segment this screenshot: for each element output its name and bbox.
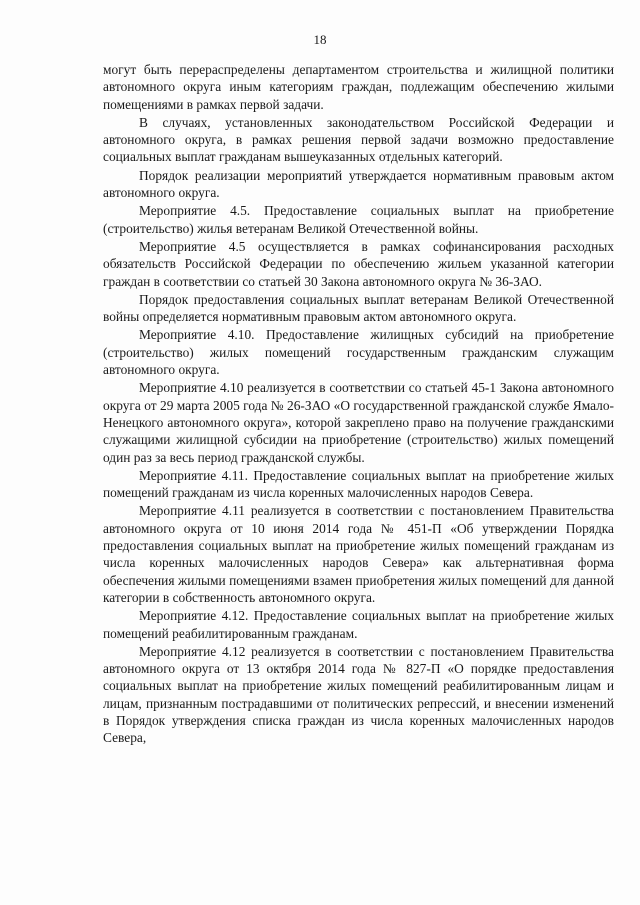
page-number: 18 — [313, 32, 327, 47]
paragraph: Мероприятие 4.5 осуществляется в рамках софинансирования расходных обязательств Российской Федерации по обеспечению жильем указанной категории граждан в соответствии со статьей 30 Закона автономного округа № 36-ЗАО. — [103, 238, 614, 289]
paragraph: В случаях, установленных законодательством Российской Федерации и автономного округа, в рамках решения первой задачи возможно предоставление социальных выплат гражданам вышеуказанных отдельных категорий. — [103, 114, 614, 165]
paragraph: Мероприятие 4.5. Предоставление социальных выплат на приобретение (строительство) жилья ветеранам Великой Отечественной войны. — [103, 203, 614, 236]
paragraph: Мероприятие 4.10. Предоставление жилищных субсидий на приобретение (строительство) жилых помещений государственным гражданским служащим автономного округа. — [103, 327, 614, 378]
paragraph: Порядок предоставления социальных выплат ветеранам Великой Отечественной войны определяется нормативным правовым актом автономного округа. — [103, 291, 614, 325]
document-body — [103, 61, 614, 747]
paragraph: Мероприятие 4.12. Предоставление социальных выплат на приобретение жилых помещений реабилитированным гражданам. — [103, 608, 614, 641]
paragraph: Порядок реализации мероприятий утверждается нормативным правовым актом автономного округа. — [103, 167, 614, 201]
paragraph: могут быть перераспределены департаментом строительства и жилищной политики автономного округа иным категориям граждан, подлежащим обеспечению жилыми помещениями в рамках первой задачи. — [103, 62, 614, 112]
paragraph: Мероприятие 4.10 реализуется в соответствии со статьей 45-1 Закона автономного округа от 29 марта 2005 года № 26-ЗАО «О государственной гражданской службе Ямало-Ненецкого автономного округа», которой закреплено право на получение гражданскими служащими жилищной субсидии на приобретение (строительство) жилых помещений один раз за весь период гражданской службы. — [103, 380, 614, 465]
paragraph: Мероприятие 4.11 реализуется в соответствии с постановлением Правительства автономного округа от 10 июня 2014 года № 451-П «Об утверждении Порядка предоставления социальных выплат на приобретение жилых помещений гражданам из числа коренных малочисленных народов Севера» как альтернативная форма обеспечения жилыми помещениями взамен приобретения жилых помещений для данной категории в собственность автономного округа. — [103, 503, 614, 605]
paragraph: Мероприятие 4.12 реализуется в соответствии с постановлением Правительства автономного округа от 13 октября 2014 года № 827-П «О порядке предоставления социальных выплат на приобретение жилых помещений реабилитированным лицам и лицам, признанным пострадавшими от политических репрессий, и внесении изменений в Порядок утверждения списка граждан из числа коренных малочисленных народов Севера, — [103, 643, 614, 746]
paragraph: Мероприятие 4.11. Предоставление социальных выплат на приобретение жилых помещений гражданам из числа коренных малочисленных народов Севера. — [103, 467, 614, 501]
